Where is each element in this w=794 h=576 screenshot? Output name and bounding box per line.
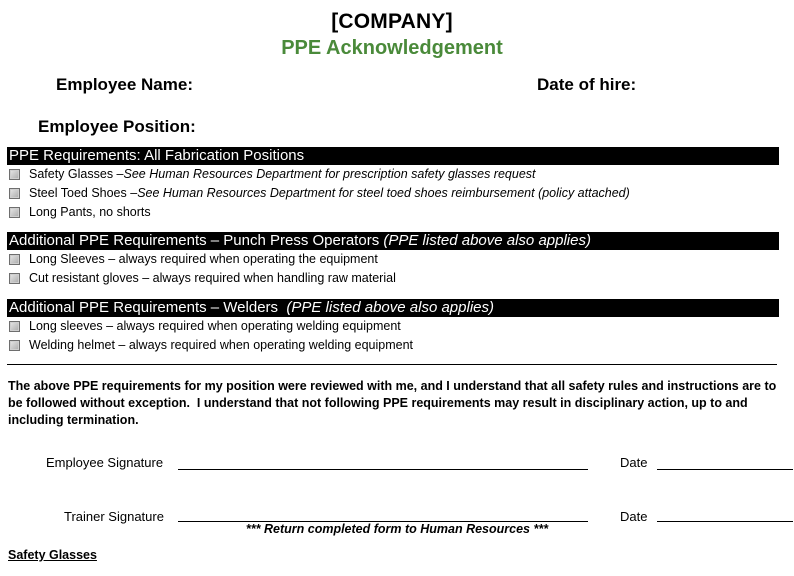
- section-title-note: (PPE listed above also applies): [286, 299, 494, 316]
- safety-glasses-heading: Safety Glasses: [8, 548, 97, 562]
- company-name: [COMPANY]: [331, 10, 453, 33]
- checklist-item-safety-glasses[interactable]: [9, 165, 536, 183]
- section-header-punch-press: [7, 232, 779, 250]
- item-note: See Human Resources Department for prescription safety glasses request: [123, 167, 536, 181]
- section-title: PPE Requirements: All Fabrication Positions: [9, 147, 305, 164]
- checklist-item-long-sleeves-punch[interactable]: [9, 250, 378, 268]
- checkbox[interactable]: [9, 169, 20, 180]
- item-note: See Human Resources Department for steel toed shoes reimbursement (policy attached): [137, 186, 630, 200]
- checkbox[interactable]: [9, 340, 20, 351]
- trainer-signature-label: Trainer Signature: [64, 509, 164, 524]
- item-label: Cut resistant gloves – always required when handling raw material: [29, 271, 396, 285]
- section-title-note: (PPE listed above also applies): [383, 232, 591, 249]
- employee-signature-line[interactable]: [178, 469, 588, 470]
- checklist-item-cut-resistant-gloves[interactable]: [9, 269, 396, 287]
- return-instruction: *** Return completed form to Human Resources ***: [245, 522, 549, 536]
- item-label: Safety Glasses –: [29, 167, 124, 181]
- employee-name-label: Employee Name:: [56, 75, 193, 94]
- checkbox[interactable]: [9, 273, 20, 284]
- section-title: Additional PPE Requirements – Welders: [9, 299, 287, 316]
- section-title: Additional PPE Requirements – Punch Press Operators: [9, 232, 384, 249]
- checkbox[interactable]: [9, 321, 20, 332]
- item-label: Long Pants, no shorts: [29, 205, 151, 219]
- checklist-item-welding-helmet[interactable]: [9, 336, 413, 354]
- date-of-hire-label: Date of hire:: [537, 75, 637, 94]
- checkbox[interactable]: [9, 254, 20, 265]
- employee-date-line[interactable]: [657, 469, 793, 470]
- checkbox[interactable]: [9, 207, 20, 218]
- trainer-date-label: Date: [620, 509, 648, 524]
- item-label: Long sleeves – always required when operating welding equipment: [29, 319, 401, 333]
- section-header-welders: [7, 299, 779, 317]
- employee-date-label: Date: [620, 455, 648, 470]
- document-title: PPE Acknowledgement: [281, 37, 503, 59]
- item-label: Long Sleeves – always required when operating the equipment: [29, 252, 378, 266]
- checklist-item-long-sleeves-welding[interactable]: [9, 317, 401, 335]
- checkbox[interactable]: [9, 188, 20, 199]
- checklist-item-steel-toed-shoes[interactable]: [9, 184, 630, 202]
- item-label: Steel Toed Shoes –: [29, 186, 138, 200]
- checklist-item-long-pants[interactable]: [9, 203, 151, 221]
- section-divider: [7, 364, 777, 365]
- employee-position-label: Employee Position:: [38, 117, 196, 136]
- item-label: Welding helmet – always required when operating welding equipment: [29, 338, 414, 352]
- acknowledgement-statement: The above PPE requirements for my position were reviewed with me, and I understand that all safety rules and instructions are to be followed without exception. I understand that not following PPE requirements may result in disciplinary action, up to and including termination.: [8, 379, 780, 427]
- section-header-all-fabrication: [7, 147, 779, 165]
- employee-signature-label: Employee Signature: [46, 455, 164, 470]
